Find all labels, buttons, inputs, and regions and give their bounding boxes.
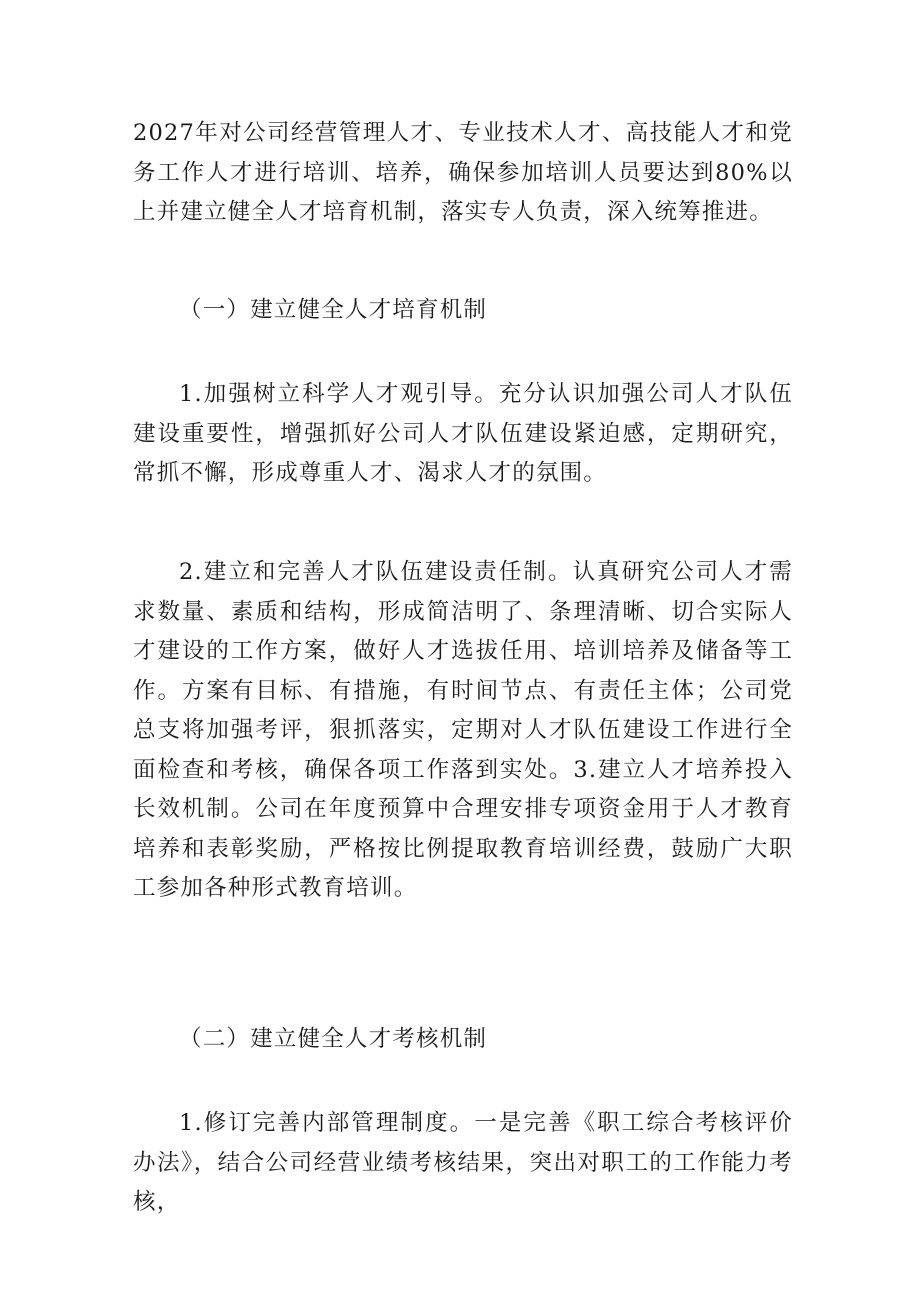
section-1-heading: （一）建立健全人才培育机制 (179, 297, 488, 323)
item-1-2-paragraph: 2.建立和完善人才队伍建设责任制。认真研究公司人才需求数量、素质和结构，形成简洁明了、条理清晰、切合实际人才建设的工作方案，做好人才选拔任用、培训培养及储备等工作。方案有目标、有措施，有时间节点、有责任主体；公司党总支将加强考评，狠抓落实，定期对人才队伍建设工作进行全面检查和考核，确保各项工作落到实处。3.建立人才培养投入长效机制。公司在年度预算中合理安排专项资金用于人才教育培养和表彰奖励，严格按比例提取教育培训经费，鼓励广大职工参加各种形式教育培训。 (133, 559, 793, 901)
intro-paragraph: 2027年对公司经营管理人才、专业技术人才、高技能人才和党务工作人才进行培训、培养，确保参加培训人员要达到80%以上并建立健全人才培育机制，落实专人负责，深入统筹推进。 (133, 120, 793, 225)
item-1-1-paragraph: 1.加强树立科学人才观引导。充分认识加强公司人才队伍建设重要性，增强抓好公司人才队伍建设紧迫感，定期研究，常抓不懈，形成尊重人才、渴求人才的氛围。 (133, 381, 793, 486)
section-2-heading: （二）建立健全人才考核机制 (179, 1026, 488, 1052)
item-2-1-paragraph: 1.修订完善内部管理制度。一是完善《职工综合考核评价办法》，结合公司经营业绩考核结果，突出对职工的工作能力考核， (133, 1110, 793, 1215)
